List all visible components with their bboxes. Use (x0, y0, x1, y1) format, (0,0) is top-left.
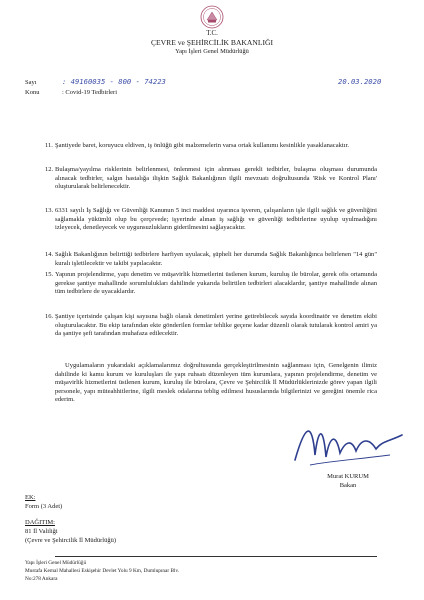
item-text: Şantiyede baret, koruyucu eldiven, iş önlüğü gibi malzemelerin varsa ortak kullanımı kesinlikle yasaklanacaktır. (55, 142, 349, 149)
item-number: 15. (45, 271, 54, 278)
list-item (45, 207, 377, 233)
item-text: Bulaşma/yayılma risklerinin belirlenmesi, önlenmesi için alınması gerekli tedbirler, bulaşma oluşması durumunda alınacak tedbirler, salgın hastalığa ilişkin Sağlık Bakanlığının ilgili mevzuatı doğrultusunda 'Risk ve Kontrol Planı' oluşturularak belirlenecektir. (55, 166, 377, 191)
footer-line2: Mustafa Kemal Mahallesi Eskişehir Devlet Yolu 9 Km, Dumlupınar Blv. (25, 568, 180, 574)
footer-line3: No:278 Ankara (25, 576, 58, 582)
item-text: 6331 sayılı İş Sağlığı ve Güvenliği Kanunun 5 inci maddesi uyarınca işveren, çalışanların işle ilgili sağlık ve güvenliğini sağlamakla yükümlü olup bu çerçevede; işyerinde alınan iş sağlığı ve güvenliği tedbirlerine uyulup uyulmadığını izleyecek, denetleyecek ve uygunsuzlukların giderilmesini sağlayacaktır. (55, 207, 377, 232)
handwritten-signature (290, 415, 410, 475)
sayi-value: : 49160035 - 800 - 74223 (62, 77, 166, 86)
list-item (45, 271, 377, 297)
distribution-line1: 81 İl Valiliği (25, 528, 58, 535)
konu-label: Konu (25, 89, 40, 96)
closing-paragraph: Uygulamaların yukarıdaki açıklamalarımız doğrultusunda gerçekleştirilmesinin sağlanması için, Genelgenin ilimiz dahilinde ki kamu kurum ve kuruluşları ile yapı ruhsatı düzenleyen tüm kurumlara, yapının projelendirme, denetim ve müşavirlik hizmetlerini üstlenen kurum, kuruluş ile bürolara, Çevre ve Şehircilik İl Müdürlüklerinizde görev yapan ilgili personele, yapı müteahhitlerine, ilgili meslek odalarına teblig edilmesi hususlarında bilgilerinizi ve gereğini önemle rica ederim. (55, 362, 377, 404)
ministry-emblem-logo (200, 5, 224, 29)
attachments-label: EK: (25, 494, 36, 501)
item-number: 12. (45, 166, 54, 173)
list-item (45, 142, 377, 151)
item-number: 16. (45, 313, 54, 320)
konu-value: : Covid-19 Tedbirleri (62, 89, 118, 96)
list-item (45, 313, 377, 339)
item-number: 13. (45, 207, 54, 214)
item-text: Yapının projelendirme, yapı denetim ve müşavirlik hizmetlerini üstlenen kurum, kuruluş ile bürolar, gerek ofis ortamında gerekse şantiye mahallinde sorumlulukları dahilinde yukarıda belirtilen tedbirleri alacaklardır, şantiye mahallinde alınan tüm tedbirlere de uyacaklardır. (55, 271, 377, 296)
list-item (45, 166, 377, 192)
distribution-label: DAĞITIM: (25, 519, 55, 526)
item-number: 11. (45, 142, 53, 149)
attachments-item: Form (3 Adet) (25, 503, 63, 510)
header-department: Yapı İşleri Genel Müdürlüğü (175, 48, 249, 55)
signatory-title: Bakan (339, 482, 357, 489)
item-text: Şantiye içerisinde çalışan kişi sayısına bağlı olarak denetimleri yerine getirebilecek sayıda koordinatör ve denetim ekibi oluşturulacaktır. Bu ekip tarafından ekte gönderilen formlar tehlike geçene kadar düzenli olarak tutularak kontrol amiri ya da şantiye şefi tarafından muhafaza edilecektir. (55, 313, 377, 338)
footer-divider (55, 556, 377, 557)
list-item (45, 251, 377, 268)
item-text: Sağlık Bakanlığının belirttiği tedbirlere harfiyen uyulacak, şüpheli her durumda Sağlık Bakanlığınca belirlenen "14 gün" kuralı işletilecektir ve takibi yapılacaktır. (55, 251, 377, 267)
signatory-name: Murat KURUM (327, 473, 369, 480)
header-ministry: ÇEVRE ve ŞEHİRCİLİK BAKANLIĞI (150, 38, 274, 47)
item-number: 14. (45, 251, 54, 258)
header-country: T.C. (206, 30, 218, 37)
footer-line1: Yapı İşleri Genel Müdürlüğü (25, 560, 87, 566)
sayi-label: Sayı (25, 79, 37, 86)
distribution-line2: (Çevre ve Şehircilik İl Müdürlüğü) (25, 537, 116, 544)
document-date: 20.03.2020 (338, 77, 382, 86)
